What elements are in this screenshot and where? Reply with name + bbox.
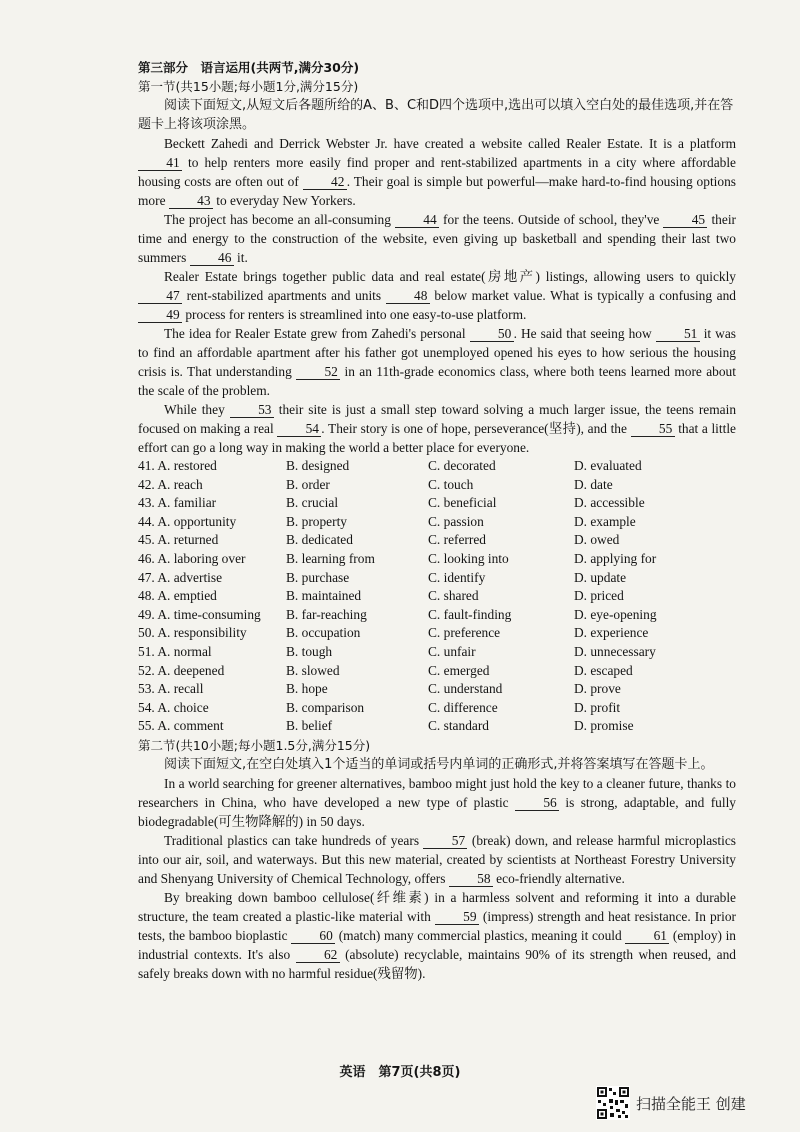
option-row — [138, 699, 736, 718]
option-d: D. update — [574, 569, 627, 585]
option-b: B. belief — [286, 718, 333, 734]
part-title: 第三部分 语言运用(共两节,满分30分) — [138, 60, 360, 75]
option-a: 50. A. responsibility — [138, 625, 247, 641]
option-a: 45. A. returned — [138, 532, 219, 548]
cloze-paragraph-1: Beckett Zahedi and Derrick Webster Jr. have created a website called Realer Estate. It is a platform 41 to help renters more easily find proper and rent-stabilized apartments in a city where affordable housing costs are often out of 42 . Their goal is simple but powerful—make hard-to-find housing options more 43 to everyday New Yorkers. — [138, 136, 736, 208]
option-b: B. designed — [286, 458, 350, 473]
option-c: C. difference — [428, 699, 498, 715]
option-b: B. hope — [286, 681, 328, 697]
option-b: B. crucial — [286, 495, 339, 511]
blank-61: 61 — [625, 928, 669, 944]
blank-50: 50 — [470, 326, 514, 342]
qr-code-icon — [596, 1086, 630, 1120]
blank-41: 41 — [138, 155, 182, 171]
cloze-paragraph-4: The idea for Realer Estate grew from Zahedi's personal 50 . He said that seeing how 51 it was to find an affordable apartment after his father got unemployed opened his eyes to how serious the housing crisis is. That understanding 52 in an 11th-grade economics class, where both teens learned more about the scale of the problem. — [138, 326, 736, 398]
option-a: 53. A. recall — [138, 681, 204, 697]
option-c: C. preference — [428, 625, 501, 641]
option-d: D. date — [574, 476, 613, 492]
option-c: C. understand — [428, 681, 503, 697]
option-c: C. decorated — [428, 458, 496, 473]
cloze-paragraph-2: The project has become an all-consuming 44 for the teens. Outside of school, they've 45 their time and energy to the construction of the website, even giving up basketball and spending their last two summers 46 it. — [138, 212, 737, 265]
option-c: C. beneficial — [428, 495, 497, 511]
cloze-paragraph-5: While they 53 their site is just a small step toward solving a much larger issue, the teens remain focused on making a real 54 . Their story is one of hope, perseverance(坚持), and the 55 that a little effort can go a long way in making the world a better place for everyone. — [138, 402, 737, 455]
option-a: 46. A. laboring over — [138, 550, 246, 566]
option-b: B. far-reaching — [286, 606, 367, 622]
option-c: C. identify — [428, 569, 486, 585]
option-c: C. passion — [428, 513, 484, 529]
option-d: D. experience — [574, 625, 649, 641]
options-table — [138, 457, 736, 736]
option-d: D. eye-opening — [574, 606, 657, 622]
option-row — [138, 476, 736, 495]
option-a: 55. A. comment — [138, 718, 224, 734]
option-row — [138, 680, 736, 699]
option-a: 48. A. emptied — [138, 588, 217, 604]
option-b: B. dedicated — [286, 532, 353, 548]
option-d: D. escaped — [574, 662, 633, 678]
option-a: 54. A. choice — [138, 699, 209, 715]
blank-55: 55 — [631, 421, 675, 437]
option-b: B. tough — [286, 643, 333, 659]
option-row — [138, 662, 736, 681]
exam-page — [138, 58, 736, 983]
blank-45: 45 — [663, 212, 707, 228]
option-a: 51. A. normal — [138, 643, 212, 659]
option-d: D. promise — [574, 718, 634, 734]
option-c: C. unfair — [428, 643, 476, 659]
option-d: D. priced — [574, 588, 624, 604]
option-b: B. maintained — [286, 588, 362, 604]
grammar-paragraph-3: By breaking down bamboo cellulose(纤维素) in a harmless solvent and reforming it into a durable structure, the team created a plastic-like material with 59 (impress) strength and heat resistance. In prior tests, the bamboo bioplastic 60 (match) many commercial plastics, meaning it could 61 (employ) in industrial contexts. It's also 62 (absolute) recyclable, maintains 90% of its strength when reused, and safely breaks down with no harmful residue(残留物). — [138, 889, 736, 981]
option-row — [138, 513, 736, 532]
blank-58: 58 — [449, 871, 493, 887]
option-a: 47. A. advertise — [138, 569, 223, 585]
page-footer: 英语 第7页(共8页) — [339, 1065, 461, 1080]
option-d: D. unnecessary — [574, 643, 656, 659]
option-b: B. occupation — [286, 625, 361, 641]
option-a: 41. A. restored — [138, 458, 217, 473]
option-row — [138, 531, 736, 550]
option-c: C. fault-finding — [428, 606, 512, 622]
blank-48: 48 — [386, 288, 430, 304]
section1-instruction: 阅读下面短文,从短文后各题所给的A、B、C和D四个选项中,选出可以填入空白处的最佳选项,并在答题卡上将该项涂黑。 — [138, 98, 734, 132]
option-d: D. owed — [574, 532, 620, 548]
option-c: C. standard — [428, 718, 489, 734]
scanner-stamp-text: 扫描全能王 创建 — [636, 1094, 746, 1113]
blank-44: 44 — [395, 212, 439, 228]
blank-52: 52 — [296, 364, 340, 380]
option-row — [138, 550, 736, 569]
option-a: 52. A. deepened — [138, 662, 225, 678]
option-row — [138, 494, 736, 513]
blank-60: 60 — [291, 928, 335, 944]
option-d: D. prove — [574, 681, 621, 697]
option-row — [138, 643, 736, 662]
option-b: B. slowed — [286, 662, 340, 678]
option-row — [138, 606, 736, 625]
blank-42: 42 — [303, 174, 347, 190]
option-d: D. accessible — [574, 495, 645, 511]
blank-46: 46 — [190, 250, 234, 266]
option-b: B. learning from — [286, 550, 375, 566]
grammar-paragraph-1: In a world searching for greener alternatives, bamboo might just hold the key to a cleaner future, thanks to researchers in China, who have developed a new type of plastic 56 is strong, adaptable, and fully biodegradable(可生物降解的) in 50 days. — [138, 775, 736, 829]
blank-56: 56 — [515, 795, 559, 811]
blank-43: 43 — [169, 193, 213, 209]
section2-instruction: 阅读下面短文,在空白处填入1个适当的单词或括号内单词的正确形式,并将答案填写在答题卡上。 — [164, 756, 714, 772]
option-d: D. example — [574, 513, 636, 529]
blank-49: 49 — [138, 307, 182, 323]
option-c: C. referred — [428, 532, 486, 548]
blank-47: 47 — [138, 288, 182, 304]
option-d: D. evaluated — [574, 458, 642, 473]
scanner-stamp — [596, 1086, 746, 1120]
blank-59: 59 — [435, 909, 479, 925]
option-row — [138, 457, 736, 476]
blank-54: 54 — [277, 421, 321, 437]
grammar-paragraph-2: Traditional plastics can take hundreds of years 57 (break) down, and release harmful microplastics into our air, soil, and waterways. But this new material, created by scientists at Northeast Forestry University and Shenyang University of Chemical Technology, offers 58 eco-friendly alternative. — [138, 832, 736, 886]
option-b: B. property — [286, 513, 347, 529]
option-d: D. profit — [574, 699, 621, 715]
option-c: C. shared — [428, 588, 479, 604]
option-row — [138, 569, 736, 588]
option-b: B. comparison — [286, 699, 365, 715]
option-b: B. order — [286, 476, 330, 492]
section1-title: 第一节(共15小题;每小题1分,满分15分) — [138, 79, 359, 94]
option-c: C. emerged — [428, 662, 490, 678]
option-c: C. touch — [428, 476, 474, 492]
blank-51: 51 — [656, 326, 700, 342]
option-a: 42. A. reach — [138, 476, 203, 492]
option-a: 43. A. familiar — [138, 495, 217, 511]
option-b: B. purchase — [286, 569, 350, 585]
option-a: 44. A. opportunity — [138, 513, 237, 529]
section2-title: 第二节(共10小题;每小题1.5分,满分15分) — [138, 737, 371, 753]
cloze-paragraph-3: Realer Estate brings together public data and real estate(房地产) listings, allowing users to quickly 47 rent-stabilized apartments and units 48 below market value. What is typically a confusing and 49 process for renters is streamlined into one easy-to-use platform. — [138, 267, 736, 324]
option-row — [138, 624, 736, 643]
blank-62: 62 — [296, 947, 340, 963]
option-a: 49. A. time-consuming — [138, 606, 261, 622]
blank-53: 53 — [230, 402, 274, 418]
blank-57: 57 — [423, 833, 467, 849]
option-row — [138, 717, 736, 736]
option-d: D. applying for — [574, 550, 657, 566]
option-c: C. looking into — [428, 550, 509, 566]
option-row — [138, 587, 736, 606]
